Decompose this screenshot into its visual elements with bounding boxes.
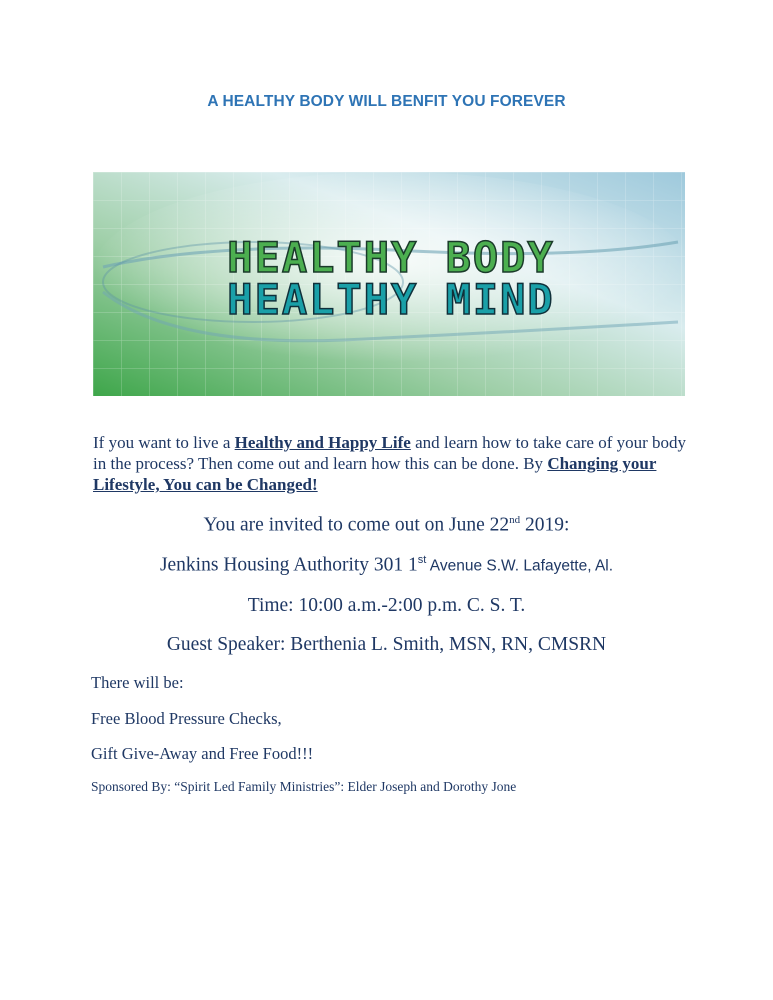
- time-line: Time: 10:00 a.m.-2:00 p.m. C. S. T.: [247, 595, 526, 616]
- intro-text-2: and learn how to take care of your body in the process? Then come out and learn how this can be done. By: [93, 433, 687, 473]
- page-title: A HEALTHY BODY WILL BENFIT YOU FOREVER: [207, 93, 566, 110]
- speaker-line: Guest Speaker: Berthenia L. Smith, MSN, RN, CMSRN: [166, 634, 607, 655]
- healthy-happy-life-link[interactable]: Healthy and Happy Life: [234, 433, 411, 452]
- invite-line: You are invited to come out on June 22nd 2019:: [203, 514, 570, 536]
- intro-text-1: If you want to live a: [93, 433, 235, 452]
- banner-image: [93, 172, 685, 396]
- list-item: Free Blood Pressure Checks,: [91, 709, 282, 728]
- list-item: There will be:: [91, 673, 184, 692]
- location-line: Jenkins Housing Authority 301 1st Avenue S.W. Lafayette, Al.: [159, 554, 614, 576]
- sponsor-line: Sponsored By: “Spirit Led Family Ministries”: Elder Joseph and Dorothy Jone: [91, 779, 517, 794]
- banner-line-2: HEALTHY MIND: [227, 275, 555, 324]
- changing-lifestyle-link[interactable]: Changing your Lifestyle, You can be Changed!: [93, 454, 657, 494]
- intro-paragraph: [93, 432, 693, 495]
- banner-line-1: HEALTHY BODY: [227, 233, 555, 282]
- list-item: Gift Give-Away and Free Food!!!: [91, 744, 314, 763]
